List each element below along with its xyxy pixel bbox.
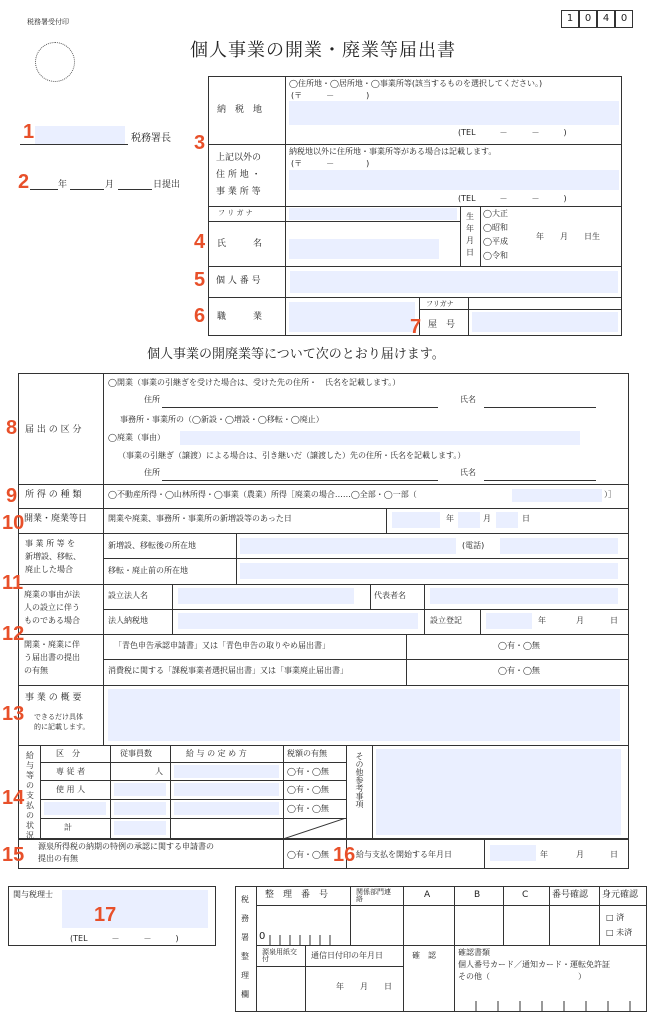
salary-row-cat: 計 xyxy=(64,823,72,832)
tax-accountant-input[interactable] xyxy=(62,890,208,928)
corp-tax-label: 法人納税地 xyxy=(108,616,148,625)
kubun-open-address: 住所 xyxy=(144,395,160,404)
salary-row-yn[interactable]: ◯有・◯無 xyxy=(287,767,329,776)
tax-accountant-label: 関与税理士 xyxy=(13,890,53,899)
salary-header-count: 従事員数 xyxy=(120,749,152,758)
marker-12: 12 xyxy=(2,623,25,645)
salary-label-char: 給 xyxy=(26,751,34,760)
marker-16: 16 xyxy=(333,844,356,866)
form-code-digit: 4 xyxy=(597,10,615,28)
salary-other-label: その他参考事項 xyxy=(355,752,364,808)
page-title: 個人事業の開業・廃業等届出書 xyxy=(190,40,456,61)
corp-name-input[interactable] xyxy=(178,588,354,604)
other-address-postal: (〒 － ) xyxy=(291,159,370,168)
salary-header-tax: 税額の有無 xyxy=(287,749,327,758)
close-reason-input[interactable] xyxy=(180,431,580,445)
era-reiwa[interactable]: ◯令和 xyxy=(483,251,508,260)
tax-office-suffix: 税務署長 xyxy=(131,133,171,144)
col-b: B xyxy=(474,890,481,900)
salary-total-diagonal xyxy=(283,818,346,839)
yoshi-label: 源泉用紙交 付 xyxy=(262,948,304,963)
salary-label-char: 払 xyxy=(26,801,34,810)
marker-4: 4 xyxy=(194,231,206,253)
occupation-input[interactable] xyxy=(289,302,415,332)
corp-reg-label: 設立登記 xyxy=(430,616,462,625)
salary-count-input[interactable] xyxy=(114,783,166,796)
income-end: ）］ xyxy=(604,490,616,499)
office-phone-input[interactable] xyxy=(500,538,618,554)
furigana-label: フ リ ガ ナ xyxy=(218,209,253,217)
filings-label-2: う届出書の提出 xyxy=(24,653,80,662)
marker-1: 1 xyxy=(23,121,35,143)
summary-input[interactable] xyxy=(108,689,620,741)
marker-17: 17 xyxy=(94,904,117,926)
income-options[interactable]: ◯不動産所得・◯山林所得・◯事業（農業）所得［廃業の場合……◯全部・◯一部（ xyxy=(108,490,417,499)
seiri-zero: 0 xyxy=(259,931,266,942)
corp-reg-month-label: 月 xyxy=(576,616,584,625)
yago-input[interactable] xyxy=(472,312,618,332)
mimoto-sumi[interactable]: □ 済 xyxy=(606,913,625,922)
corp-rep-label: 代表者名 xyxy=(374,591,406,600)
marker-15: 15 xyxy=(2,844,25,866)
submit-year-label: 年 xyxy=(58,180,68,190)
salary-label-char: 等 xyxy=(26,771,34,780)
marker-7: 7 xyxy=(410,316,422,338)
office-side-char: 整 xyxy=(241,952,249,961)
marker-13: 13 xyxy=(2,703,25,725)
other-address-tel: (TEL － － ) xyxy=(458,194,567,203)
occupation-label: 職 業 xyxy=(217,312,263,322)
salary-row-yn[interactable]: ◯有・◯無 xyxy=(287,804,329,813)
submit-month-label: 月 xyxy=(105,180,115,190)
kubun-label: 届 出 の 区 分 xyxy=(25,425,82,435)
mynumber-input[interactable] xyxy=(290,271,618,293)
office-side-char: 理 xyxy=(241,971,249,980)
docs-line-1: 個人番号カード／通知カード・運転免許証 xyxy=(458,960,610,969)
salary-label-char: 与 xyxy=(26,761,34,770)
gensen-day-label: 日 xyxy=(610,850,618,859)
tax-office-input[interactable] xyxy=(35,126,125,144)
office-move-label-3: 廃止した場合 xyxy=(25,565,73,574)
other-address-label-1: 上記以外の xyxy=(216,153,262,163)
office-old-input[interactable] xyxy=(240,563,618,579)
marker-6: 6 xyxy=(194,305,206,327)
kubun-close[interactable]: ◯廃業（事由） xyxy=(108,433,165,442)
salary-label-char: の xyxy=(26,781,34,790)
tax-accountant-tel: (TEL － － ) xyxy=(70,934,179,943)
filings-label-1: 開業・廃業に伴 xyxy=(24,640,80,649)
kubun-office[interactable]: 事務所・事業所の（◯新設・◯増設・◯移転・◯廃止） xyxy=(120,415,324,424)
birth-label-3: 月 xyxy=(466,236,474,245)
office-side-char: 税 xyxy=(241,895,249,904)
gensen-year-input[interactable] xyxy=(490,845,536,861)
open-date-text: 開業や廃業、事務所・事業所の新増設等のあった日 xyxy=(108,514,292,523)
tsushin-label: 通信日付印の年月日 xyxy=(311,951,383,960)
kubun-open[interactable]: ◯開業（事業の引継ぎを受けた場合は、受けた先の住所・ 氏名を記載します。） xyxy=(108,378,401,387)
office-side-char: 務 xyxy=(241,914,249,923)
stamp-label: 税務署受付印 xyxy=(27,18,69,26)
seiri-tick-marks xyxy=(268,925,350,945)
gensen-month-label: 月 xyxy=(576,850,584,859)
open-date-day-label: 日 xyxy=(522,514,530,523)
yago-label: 屋 号 xyxy=(428,320,456,330)
corp-label-3: ものである場合 xyxy=(24,616,80,625)
col-a: A xyxy=(424,890,431,900)
salary-header-method: 給 与 の 定 め 方 xyxy=(186,749,247,758)
bango-label: 番号確認 xyxy=(552,890,589,900)
salary-other-input[interactable] xyxy=(376,749,621,835)
tsushin-ymd: 年 月 日 xyxy=(336,982,392,991)
salary-label-char: 況 xyxy=(26,831,34,840)
summary-note-1: できるだけ具体 xyxy=(34,713,83,721)
corp-reg-year-label: 年 xyxy=(538,616,546,625)
office-move-label-1: 事 業 所 等 を xyxy=(25,539,76,548)
filings-blue: 「青色申告承認申請書」又は「青色申告の取りやめ届出書」 xyxy=(114,641,330,650)
kubun-close-note: （事業の引継ぎ（譲渡）による場合は、引き継いだ（譲渡した）先の住所・氏名を記載します。） xyxy=(118,451,466,460)
birth-label-4: 日 xyxy=(466,248,474,257)
salary-label-char: 支 xyxy=(26,791,34,800)
corp-rep-input[interactable] xyxy=(430,588,618,604)
open-date-year-input[interactable] xyxy=(392,512,440,528)
corp-reg-day-label: 日 xyxy=(610,616,618,625)
name-input[interactable] xyxy=(289,239,439,259)
marker-2: 2 xyxy=(18,171,30,193)
office-side-char: 署 xyxy=(241,933,249,942)
birth-label-1: 生 xyxy=(466,212,474,221)
office-old-label: 移転・廃止前の所在地 xyxy=(108,566,188,575)
open-date-year-label: 年 xyxy=(446,514,454,523)
nozeichi-options[interactable]: ◯住所地・◯居所地・◯事業所等(該当するものを選択してください。) xyxy=(289,79,543,88)
salary-row-cat: 使 用 人 xyxy=(56,785,86,794)
income-partial-input[interactable] xyxy=(512,489,602,502)
corp-reg-year-input[interactable] xyxy=(486,613,532,629)
filings-blue-yn[interactable]: ◯有・◯無 xyxy=(498,641,540,650)
birth-ymd: 年 月 日生 xyxy=(536,232,600,241)
furigana-input[interactable] xyxy=(289,208,457,220)
era-showa[interactable]: ◯昭和 xyxy=(483,223,508,232)
salary-label-char: 状 xyxy=(26,821,34,830)
office-new-label: 新増設、移転後の所在地 xyxy=(108,541,196,550)
form-code-digit: 0 xyxy=(615,10,633,28)
salary-method-input[interactable] xyxy=(174,765,279,778)
mimoto-misumi[interactable]: □ 未済 xyxy=(606,928,633,937)
summary-note-2: 的に記載します。 xyxy=(34,723,90,731)
mynumber-label: 個 人 番 号 xyxy=(216,276,261,286)
salary-label-char: の xyxy=(26,811,34,820)
nozeichi-address-input[interactable] xyxy=(289,101,619,125)
marker-5: 5 xyxy=(194,269,206,291)
office-new-input[interactable] xyxy=(240,538,456,554)
era-taisho[interactable]: ◯大正 xyxy=(483,209,508,218)
docs-label: 確認書類 xyxy=(458,948,490,957)
open-date-day-input[interactable] xyxy=(496,512,518,528)
form-subtitle: 個人事業の開廃業等について次のとおり届けます。 xyxy=(147,347,445,362)
salary-method-input[interactable] xyxy=(174,802,279,815)
salary-row-cat: 専 従 者 xyxy=(56,767,86,776)
corp-label-2: 人の設立に伴う xyxy=(24,603,80,612)
open-date-month-input[interactable] xyxy=(458,512,480,528)
salary-row-yn[interactable]: ◯有・◯無 xyxy=(287,785,329,794)
corp-name-label: 設立法人名 xyxy=(108,591,148,600)
salary-total-input[interactable] xyxy=(114,821,166,835)
marker-14: 14 xyxy=(2,787,25,809)
kubun-close-name: 氏名 xyxy=(460,468,476,477)
mimoto-label: 身元確認 xyxy=(602,890,639,900)
kanke-label: 関係部門連 絡 xyxy=(356,888,398,903)
marker-3: 3 xyxy=(194,132,206,154)
marker-8: 8 xyxy=(6,417,18,439)
birth-label-2: 年 xyxy=(466,224,474,233)
docs-line-2: その他（ ） xyxy=(458,972,586,981)
salary-method-input[interactable] xyxy=(174,783,279,796)
filings-consume: 消費税に関する「課税事業者選択届出書」又は「事業廃止届出書」 xyxy=(108,666,348,675)
yago-furigana: フリガナ xyxy=(426,300,454,308)
filings-label-3: の有無 xyxy=(24,666,48,675)
office-side-char: 欄 xyxy=(241,990,249,999)
gensen-label-2: 提出の有無 xyxy=(38,854,78,863)
corp-label-1: 廃業の事由が法 xyxy=(24,590,80,599)
salary-count-input[interactable] xyxy=(114,802,166,815)
nozeichi-label: 納 税 地 xyxy=(217,105,263,115)
gensen-start-label: 給与支払を開始する年月日 xyxy=(356,850,452,859)
kakunin-label: 確 認 xyxy=(412,951,436,960)
open-date-month-label: 月 xyxy=(483,514,491,523)
nozeichi-tel: (TEL － － ) xyxy=(458,128,567,137)
form-code-digit: 1 xyxy=(561,10,579,28)
other-address-note: 納税地以外に住所地・事業所等がある場合は記載します。 xyxy=(289,147,497,156)
gensen-yn[interactable]: ◯有・◯無 xyxy=(287,850,329,859)
open-date-label: 開業・廃業等日 xyxy=(24,514,88,524)
gensen-year-label: 年 xyxy=(540,850,548,859)
nozeichi-postal: (〒 － ) xyxy=(291,91,370,100)
stamp-circle xyxy=(35,42,75,82)
other-address-label-3: 事 業 所 等 xyxy=(216,187,261,197)
other-address-label-2: 住 所 地 ・ xyxy=(216,170,261,180)
docs-tick-marks xyxy=(454,995,647,1012)
salary-cat-input[interactable] xyxy=(44,802,106,815)
other-address-input[interactable] xyxy=(289,170,619,190)
gensen-label-1: 源泉所得税の納期の特例の承認に関する申請書の xyxy=(38,842,214,851)
corp-tax-input[interactable] xyxy=(178,613,418,629)
filings-consume-yn[interactable]: ◯有・◯無 xyxy=(498,666,540,675)
name-label: 氏 名 xyxy=(217,239,263,249)
summary-label: 事 業 の 概 要 xyxy=(25,693,82,703)
col-c: C xyxy=(522,890,529,900)
marker-11: 11 xyxy=(2,572,24,594)
income-label: 所 得 の 種 類 xyxy=(25,490,82,500)
marker-9: 9 xyxy=(6,485,18,507)
salary-header-kubun: 区 分 xyxy=(56,749,80,758)
seiri-label: 整 理 番 号 xyxy=(265,890,329,900)
kubun-close-address: 住所 xyxy=(144,468,160,477)
form-code-digit: 0 xyxy=(579,10,597,28)
office-move-label-2: 新増設、移転、 xyxy=(25,552,81,561)
era-heisei[interactable]: ◯平成 xyxy=(483,237,508,246)
kubun-open-name: 氏名 xyxy=(460,395,476,404)
submit-day-label: 日提出 xyxy=(153,180,181,190)
salary-row-unit: 人 xyxy=(155,767,163,776)
marker-10: 10 xyxy=(2,512,25,534)
office-phone-label: (電話) xyxy=(462,541,485,550)
